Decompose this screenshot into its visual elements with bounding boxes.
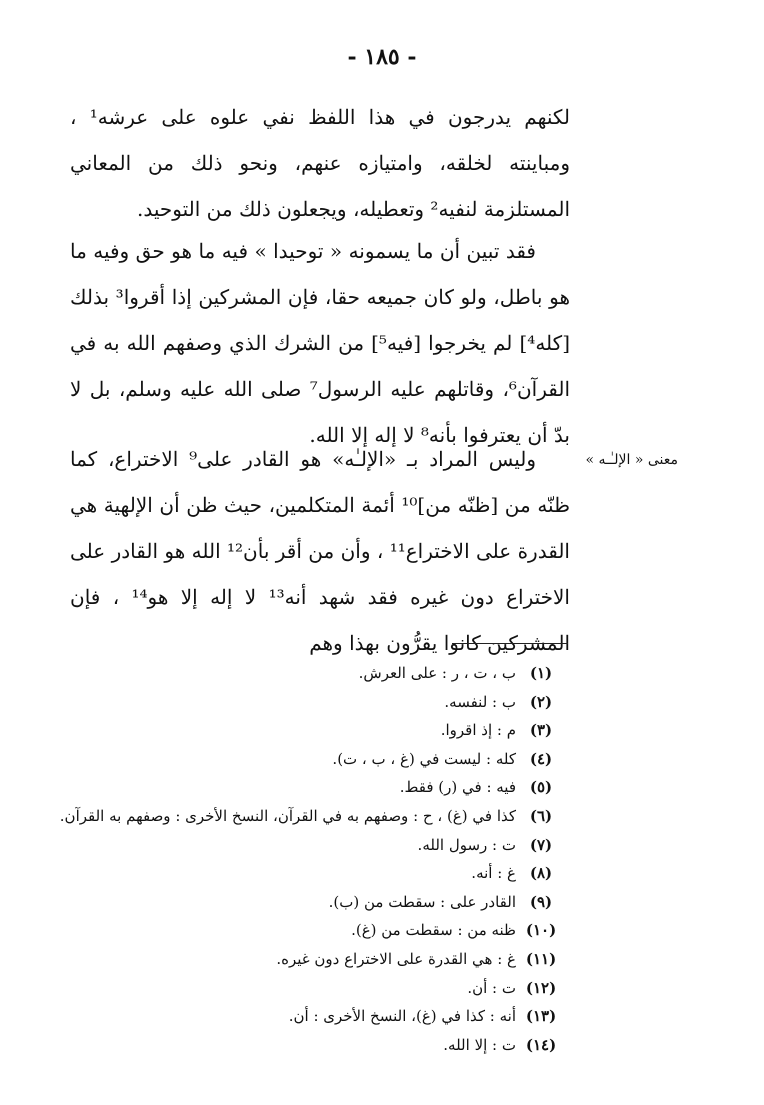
- footnote-item: [0, 693, 560, 722]
- footnote-text: كذا في (غ) ، ح : وصفهم به في القرآن، النسخ الأخرى : وصفهم به القرآن.: [59, 806, 516, 825]
- footnote-text: م : إذ اقروا.: [440, 721, 516, 740]
- footnote-text: ب : لنفسه.: [444, 692, 516, 711]
- footnote-number: (٥): [529, 778, 553, 797]
- footnote-item: [0, 864, 560, 893]
- footnote-text: ت : أن.: [467, 978, 516, 997]
- footnote-text: القادر على : سقطت من (ب).: [328, 892, 516, 911]
- footnote-text: ت : إلا الله.: [443, 1035, 516, 1054]
- footnote-item: [0, 721, 560, 750]
- body-paragraph-2: فقد تبين أن ما يسمونه « توحيدا » فيه ما هو حق وفيه ما هو باطل، ولو كان جميعه حقا، فإن المشركين إذا أقروا³ بذلك [كله⁴] لم يخرجوا [فيه⁵] من الشرك الذي وصفهم الله به في القرآن⁶، وقاتلهم عليه الرسول⁷ صلى الله عليه وسلم، بل لا بدّ أن يعترفوا بأنه⁸ لا إله إلا الله.: [70, 239, 570, 447]
- footnote-item: [0, 893, 560, 922]
- footnote-item: [0, 1036, 560, 1065]
- footnote-number: (٧): [529, 835, 553, 854]
- footnote-item: [0, 950, 560, 979]
- page-number: - ١٨٥ -: [347, 44, 417, 70]
- footnotes-list: [0, 664, 560, 1064]
- footnote-number: (٦): [529, 806, 553, 825]
- margin-note: معنى « الإلـٰـه »: [585, 452, 678, 468]
- footnote-text: أنه : كذا في (غ)، النسخ الأخرى : أن.: [288, 1007, 516, 1026]
- footnote-number: (١٤): [525, 1035, 557, 1054]
- footnote-text: كله : ليست في (غ ، ب ، ت).: [332, 749, 516, 768]
- footnote-text: غ : هي القدرة على الاختراع دون غيره.: [276, 949, 516, 968]
- footnote-text: ب ، ت ، ر : على العرش.: [358, 664, 516, 682]
- footnote-divider: [452, 643, 568, 644]
- footnote-number: (٨): [529, 864, 553, 883]
- footnote-item: [0, 807, 560, 836]
- footnote-number: (١٣): [525, 1007, 557, 1026]
- footnote-number: (٩): [529, 892, 553, 911]
- footnote-text: ت : رسول الله.: [417, 835, 516, 854]
- footnote-number: (٤): [529, 749, 553, 768]
- footnote-number: (١): [529, 664, 553, 682]
- footnote-number: (١١): [525, 949, 557, 968]
- footnote-number: (٢): [529, 692, 553, 711]
- body-paragraph-1: لكنهم يدرجون في هذا اللفظ نفي علوه على عرشه¹ ، ومباينته لخلقه، وامتيازه عنهم، ونحو ذلك من المعاني المستلزمة لنفيه² وتعطيله، ويجعلون ذلك من التوحيد.: [70, 105, 571, 221]
- footnote-item: [0, 778, 560, 807]
- footnote-number: (٣): [529, 721, 553, 740]
- body-paragraph-3: وليس المراد بـ «الإلـٰه» هو القادر على⁹ الاختراع، كما ظنّه من [ظنّه من]¹⁰ أئمة المتكلمين، حيث ظن أن الإلهية هي القدرة على الاختراع¹¹ ، وأن من أقر بأن¹² الله هو القادر على الاختراع دون غيره فقد شهد أنه¹³ لا إله إلا هو¹⁴ ، فإن المشركين كانوا يقرُّون بهذا وهم: [70, 447, 571, 655]
- footnote-text: فيه : في (ر) فقط.: [399, 778, 516, 797]
- footnote-number: (١٢): [525, 978, 557, 997]
- footnote-text: غ : أنه.: [471, 864, 516, 883]
- footnote-item: [0, 836, 560, 865]
- footnote-item: [0, 921, 560, 950]
- footnote-item: [0, 979, 560, 1008]
- footnote-text: ظنه من : سقطت من (غ).: [351, 921, 516, 940]
- footnote-item: [0, 664, 560, 693]
- footnote-item: [0, 1007, 560, 1036]
- footnote-number: (١٠): [525, 921, 557, 940]
- footnote-item: [0, 750, 560, 779]
